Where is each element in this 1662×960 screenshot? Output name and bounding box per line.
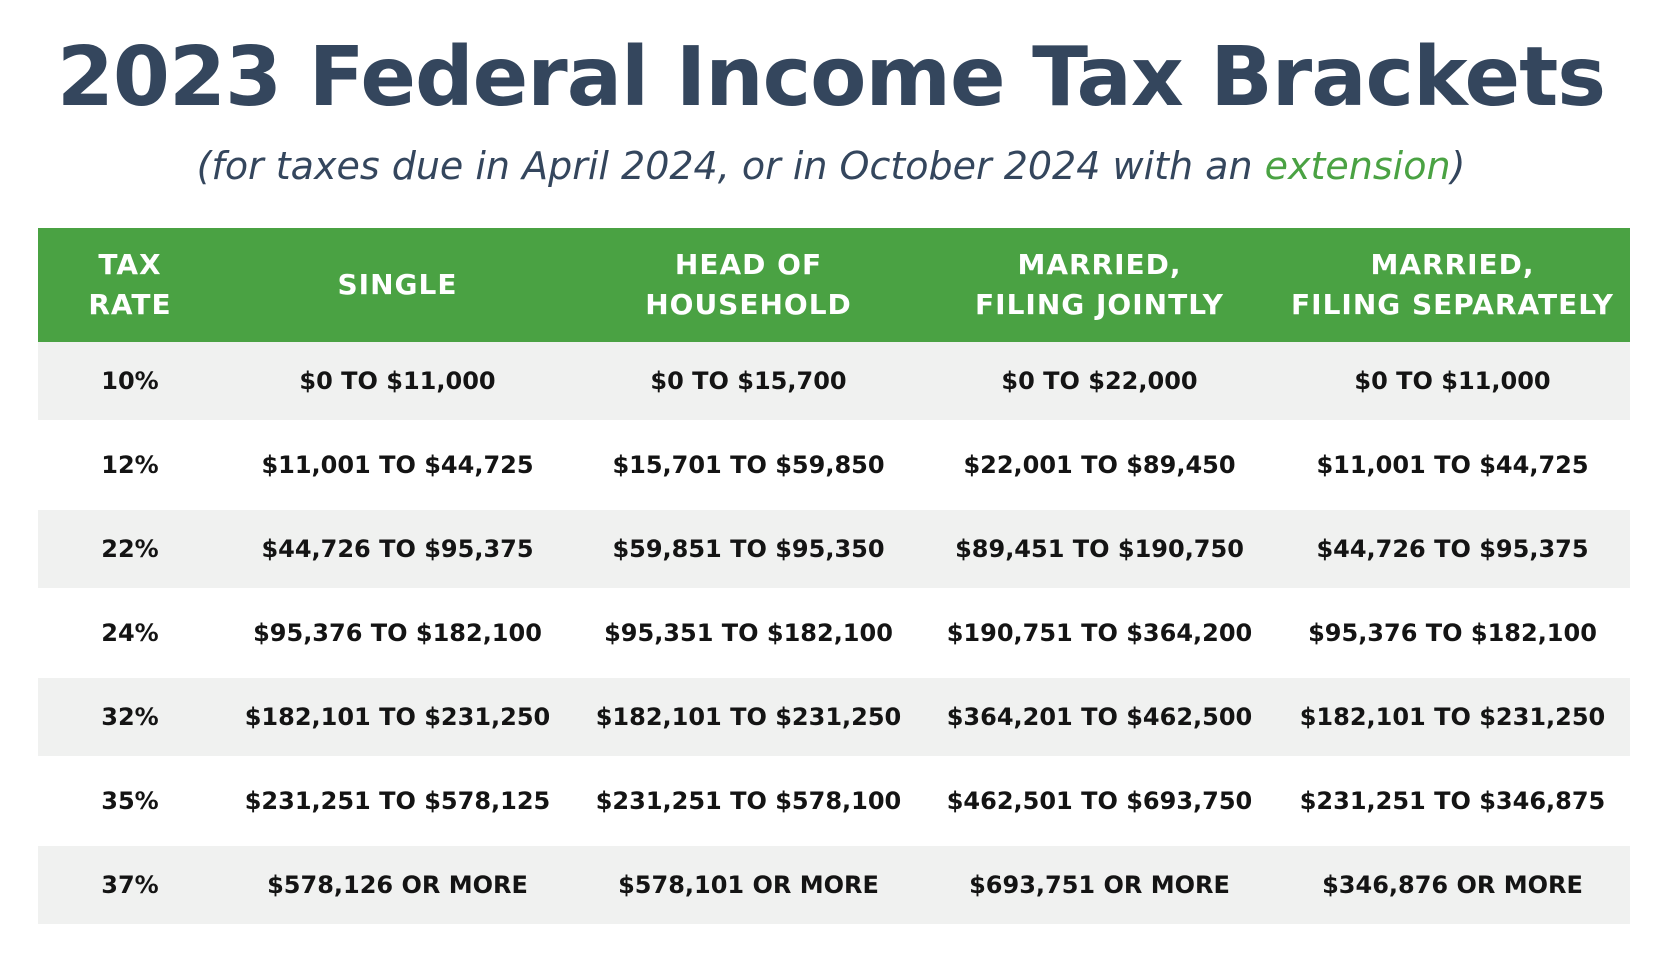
extension-link[interactable]: extension [1264, 144, 1451, 188]
cell-tax-rate: 12% [101, 451, 159, 479]
header-tax-rate: TAX RATE [88, 248, 172, 321]
cell-married-filing-separately: $346,876 OR MORE [1322, 871, 1583, 899]
table-row [38, 510, 1630, 588]
cell-single: $231,251 TO $578,125 [244, 787, 551, 815]
cell-married-filing-separately: $11,001 TO $44,725 [1316, 451, 1589, 479]
cell-tax-rate: 10% [101, 367, 159, 395]
header-married-filing-separately: MARRIED, FILING SEPARATELY [1291, 248, 1614, 321]
cell-single: $95,376 TO $182,100 [253, 619, 542, 647]
cell-married-filing-jointly: $89,451 TO $190,750 [955, 535, 1244, 563]
cell-tax-rate: 37% [101, 871, 159, 899]
cell-single: $0 TO $11,000 [299, 367, 496, 395]
cell-married-filing-separately: $231,251 TO $346,875 [1299, 787, 1606, 815]
cell-head-of-household: $231,251 TO $578,100 [595, 787, 902, 815]
cell-married-filing-jointly: $693,751 OR MORE [969, 871, 1230, 899]
tax-brackets-table [38, 228, 1630, 924]
cell-married-filing-separately: $44,726 TO $95,375 [1316, 535, 1589, 563]
table-row [38, 846, 1630, 924]
header-married-filing-jointly: MARRIED, FILING JOINTLY [975, 248, 1224, 321]
cell-single: $11,001 TO $44,725 [261, 451, 534, 479]
table-row [38, 678, 1630, 756]
cell-head-of-household: $578,101 OR MORE [618, 871, 879, 899]
header-single: SINGLE [337, 268, 458, 301]
table-row [38, 342, 1630, 420]
cell-married-filing-separately: $182,101 TO $231,250 [1299, 703, 1606, 731]
header-head-of-household: HEAD OF HOUSEHOLD [645, 248, 852, 321]
cell-head-of-household: $59,851 TO $95,350 [612, 535, 885, 563]
cell-married-filing-separately: $0 TO $11,000 [1354, 367, 1551, 395]
page-title: 2023 Federal Income Tax Brackets [56, 30, 1606, 125]
cell-single: $44,726 TO $95,375 [261, 535, 534, 563]
cell-single: $182,101 TO $231,250 [244, 703, 551, 731]
table-row [38, 756, 1630, 846]
cell-head-of-household: $182,101 TO $231,250 [595, 703, 902, 731]
cell-married-filing-jointly: $462,501 TO $693,750 [946, 787, 1253, 815]
cell-single: $578,126 OR MORE [267, 871, 528, 899]
cell-married-filing-jointly: $0 TO $22,000 [1001, 367, 1198, 395]
cell-married-filing-separately: $95,376 TO $182,100 [1308, 619, 1597, 647]
table-row [38, 588, 1630, 678]
cell-head-of-household: $95,351 TO $182,100 [604, 619, 893, 647]
cell-head-of-household: $15,701 TO $59,850 [612, 451, 885, 479]
cell-tax-rate: 35% [101, 787, 159, 815]
cell-head-of-household: $0 TO $15,700 [650, 367, 847, 395]
cell-married-filing-jointly: $190,751 TO $364,200 [946, 619, 1253, 647]
page-subtitle [0, 138, 1662, 194]
cell-married-filing-jointly: $364,201 TO $462,500 [946, 703, 1253, 731]
cell-tax-rate: 22% [101, 535, 159, 563]
cell-married-filing-jointly: $22,001 TO $89,450 [963, 451, 1236, 479]
cell-tax-rate: 32% [101, 703, 159, 731]
table-row [38, 420, 1630, 510]
subtitle-suffix: ) [1450, 144, 1466, 188]
subtitle-prefix: (for taxes due in April 2024, or in October 2024 with an [196, 144, 1265, 188]
cell-tax-rate: 24% [101, 619, 159, 647]
table-header-row [38, 228, 1630, 342]
